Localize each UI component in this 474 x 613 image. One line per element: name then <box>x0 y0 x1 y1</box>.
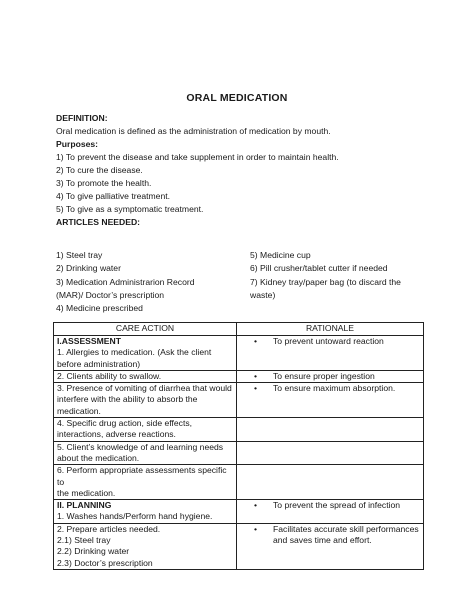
care-action-cell <box>54 383 237 418</box>
rationale-text: To prevent untoward reaction <box>273 336 384 346</box>
rationale-cell <box>237 418 424 442</box>
article-item: waste) <box>250 289 276 300</box>
care-action-text: about the medication. <box>57 452 140 463</box>
care-action-text: 2.3) Doctor’s prescription <box>57 557 153 568</box>
care-action-cell <box>54 370 237 382</box>
article-item: 3) Medication Administrarion Record <box>56 276 195 287</box>
care-action-text: 2. Prepare articles needed. <box>57 523 161 534</box>
rationale-cell <box>237 523 424 569</box>
rationale-cell <box>237 465 424 500</box>
article-item: 4) Medicine prescribed <box>56 303 143 314</box>
care-action-text: 4. Specific drug action, side effects, <box>57 418 193 429</box>
purpose-item: 4) To give palliative treatment. <box>56 191 171 201</box>
table-row <box>54 383 424 418</box>
care-action-text: interactions, adverse reactions. <box>57 429 176 440</box>
document-title: ORAL MEDICATION <box>186 92 288 104</box>
rationale-text: To ensure maximum absorption. <box>273 383 396 394</box>
rationale-cell <box>237 383 424 418</box>
article-item: 6) Pill crusher/tablet cutter if needed <box>250 263 388 274</box>
article-item: (MAR)/ Doctor’s prescription <box>56 289 165 300</box>
rationale-text: To prevent the spread of infection <box>273 500 401 511</box>
rationale-text: Facilitates accurate skill performances <box>273 523 419 534</box>
care-action-text: before administration) <box>57 358 141 369</box>
care-action-text: 2.2) Drinking water <box>57 546 130 557</box>
header-care-action: CARE ACTION <box>54 323 237 336</box>
purpose-item: 1) To prevent the disease and take supplement in order to maintain health. <box>56 152 339 162</box>
care-action-cell <box>54 441 237 465</box>
definition-text: Oral medication is defined as the administration of medication by mouth. <box>56 126 331 136</box>
bullet-icon: • <box>254 523 258 534</box>
article-item: 7) Kidney tray/paper bag (to discard the <box>250 276 401 287</box>
table-row <box>54 336 424 371</box>
care-action-text: medication. <box>57 405 101 416</box>
table-row <box>54 465 424 500</box>
rationale-cell <box>237 336 424 371</box>
purpose-item: 2) To cure the disease. <box>56 165 143 175</box>
care-action-text: 1. Allergies to medication. (Ask the client <box>57 347 212 358</box>
care-action-cell <box>54 500 237 524</box>
purposes-heading: Purposes: <box>56 139 99 149</box>
care-action-text: 2. Clients ability to swallow. <box>57 370 162 381</box>
section-heading: II. PLANNING <box>57 500 112 511</box>
care-action-text: 5. Client’s knowledge of and learning needs <box>57 441 224 452</box>
rationale-text: and saves time and effort. <box>273 535 372 546</box>
purpose-item: 5) To give as a symptomatic treatment. <box>56 204 204 214</box>
rationale-bullet-item <box>240 383 420 394</box>
care-action-text: 6. Perform appropriate assessments specific to <box>57 465 227 487</box>
rationale-bullet-item <box>240 500 420 511</box>
articles-list-right <box>250 249 440 302</box>
table-row <box>54 370 424 382</box>
bullet-icon: • <box>254 336 258 346</box>
care-action-text: the medication. <box>57 487 116 498</box>
rationale-bullet-item <box>240 336 420 347</box>
header-rationale: RATIONALE <box>237 323 424 336</box>
care-action-cell <box>54 523 237 569</box>
rationale-text: To ensure proper ingestion <box>273 370 375 381</box>
section-heading: I.ASSESSMENT <box>57 336 121 346</box>
articles-heading: ARTICLES NEEDED: <box>56 217 141 227</box>
table-row <box>54 500 424 524</box>
bullet-icon: • <box>254 370 258 381</box>
table-row <box>54 418 424 442</box>
article-item: 5) Medicine cup <box>250 250 311 260</box>
article-item: 1) Steel tray <box>56 250 103 260</box>
bullet-icon: • <box>254 500 258 511</box>
care-action-table <box>53 322 424 570</box>
care-action-text: 3. Presence of vomiting of diarrhea that would <box>57 383 232 394</box>
rationale-bullet-item <box>240 524 420 547</box>
care-action-text: 2.1) Steel tray <box>57 535 111 546</box>
definition-section <box>56 112 436 229</box>
table-row <box>54 441 424 465</box>
purpose-item: 3) To promote the health. <box>56 178 152 188</box>
table-header-row <box>54 323 424 336</box>
table-row <box>54 523 424 569</box>
care-action-text: interfere with the ability to absorb the <box>57 394 198 405</box>
definition-heading: DEFINITION: <box>56 113 108 123</box>
articles-list-left <box>56 249 246 315</box>
care-action-cell <box>54 336 237 371</box>
rationale-cell <box>237 370 424 382</box>
bullet-icon: • <box>254 383 258 394</box>
table-body <box>54 336 424 570</box>
care-action-cell <box>54 418 237 442</box>
rationale-bullet-item <box>240 371 420 382</box>
rationale-cell <box>237 441 424 465</box>
care-action-cell <box>54 465 237 500</box>
rationale-cell <box>237 500 424 524</box>
article-item: 2) Drinking water <box>56 263 121 274</box>
care-action-text: 1. Washes hands/Perform hand hygiene. <box>57 511 213 522</box>
